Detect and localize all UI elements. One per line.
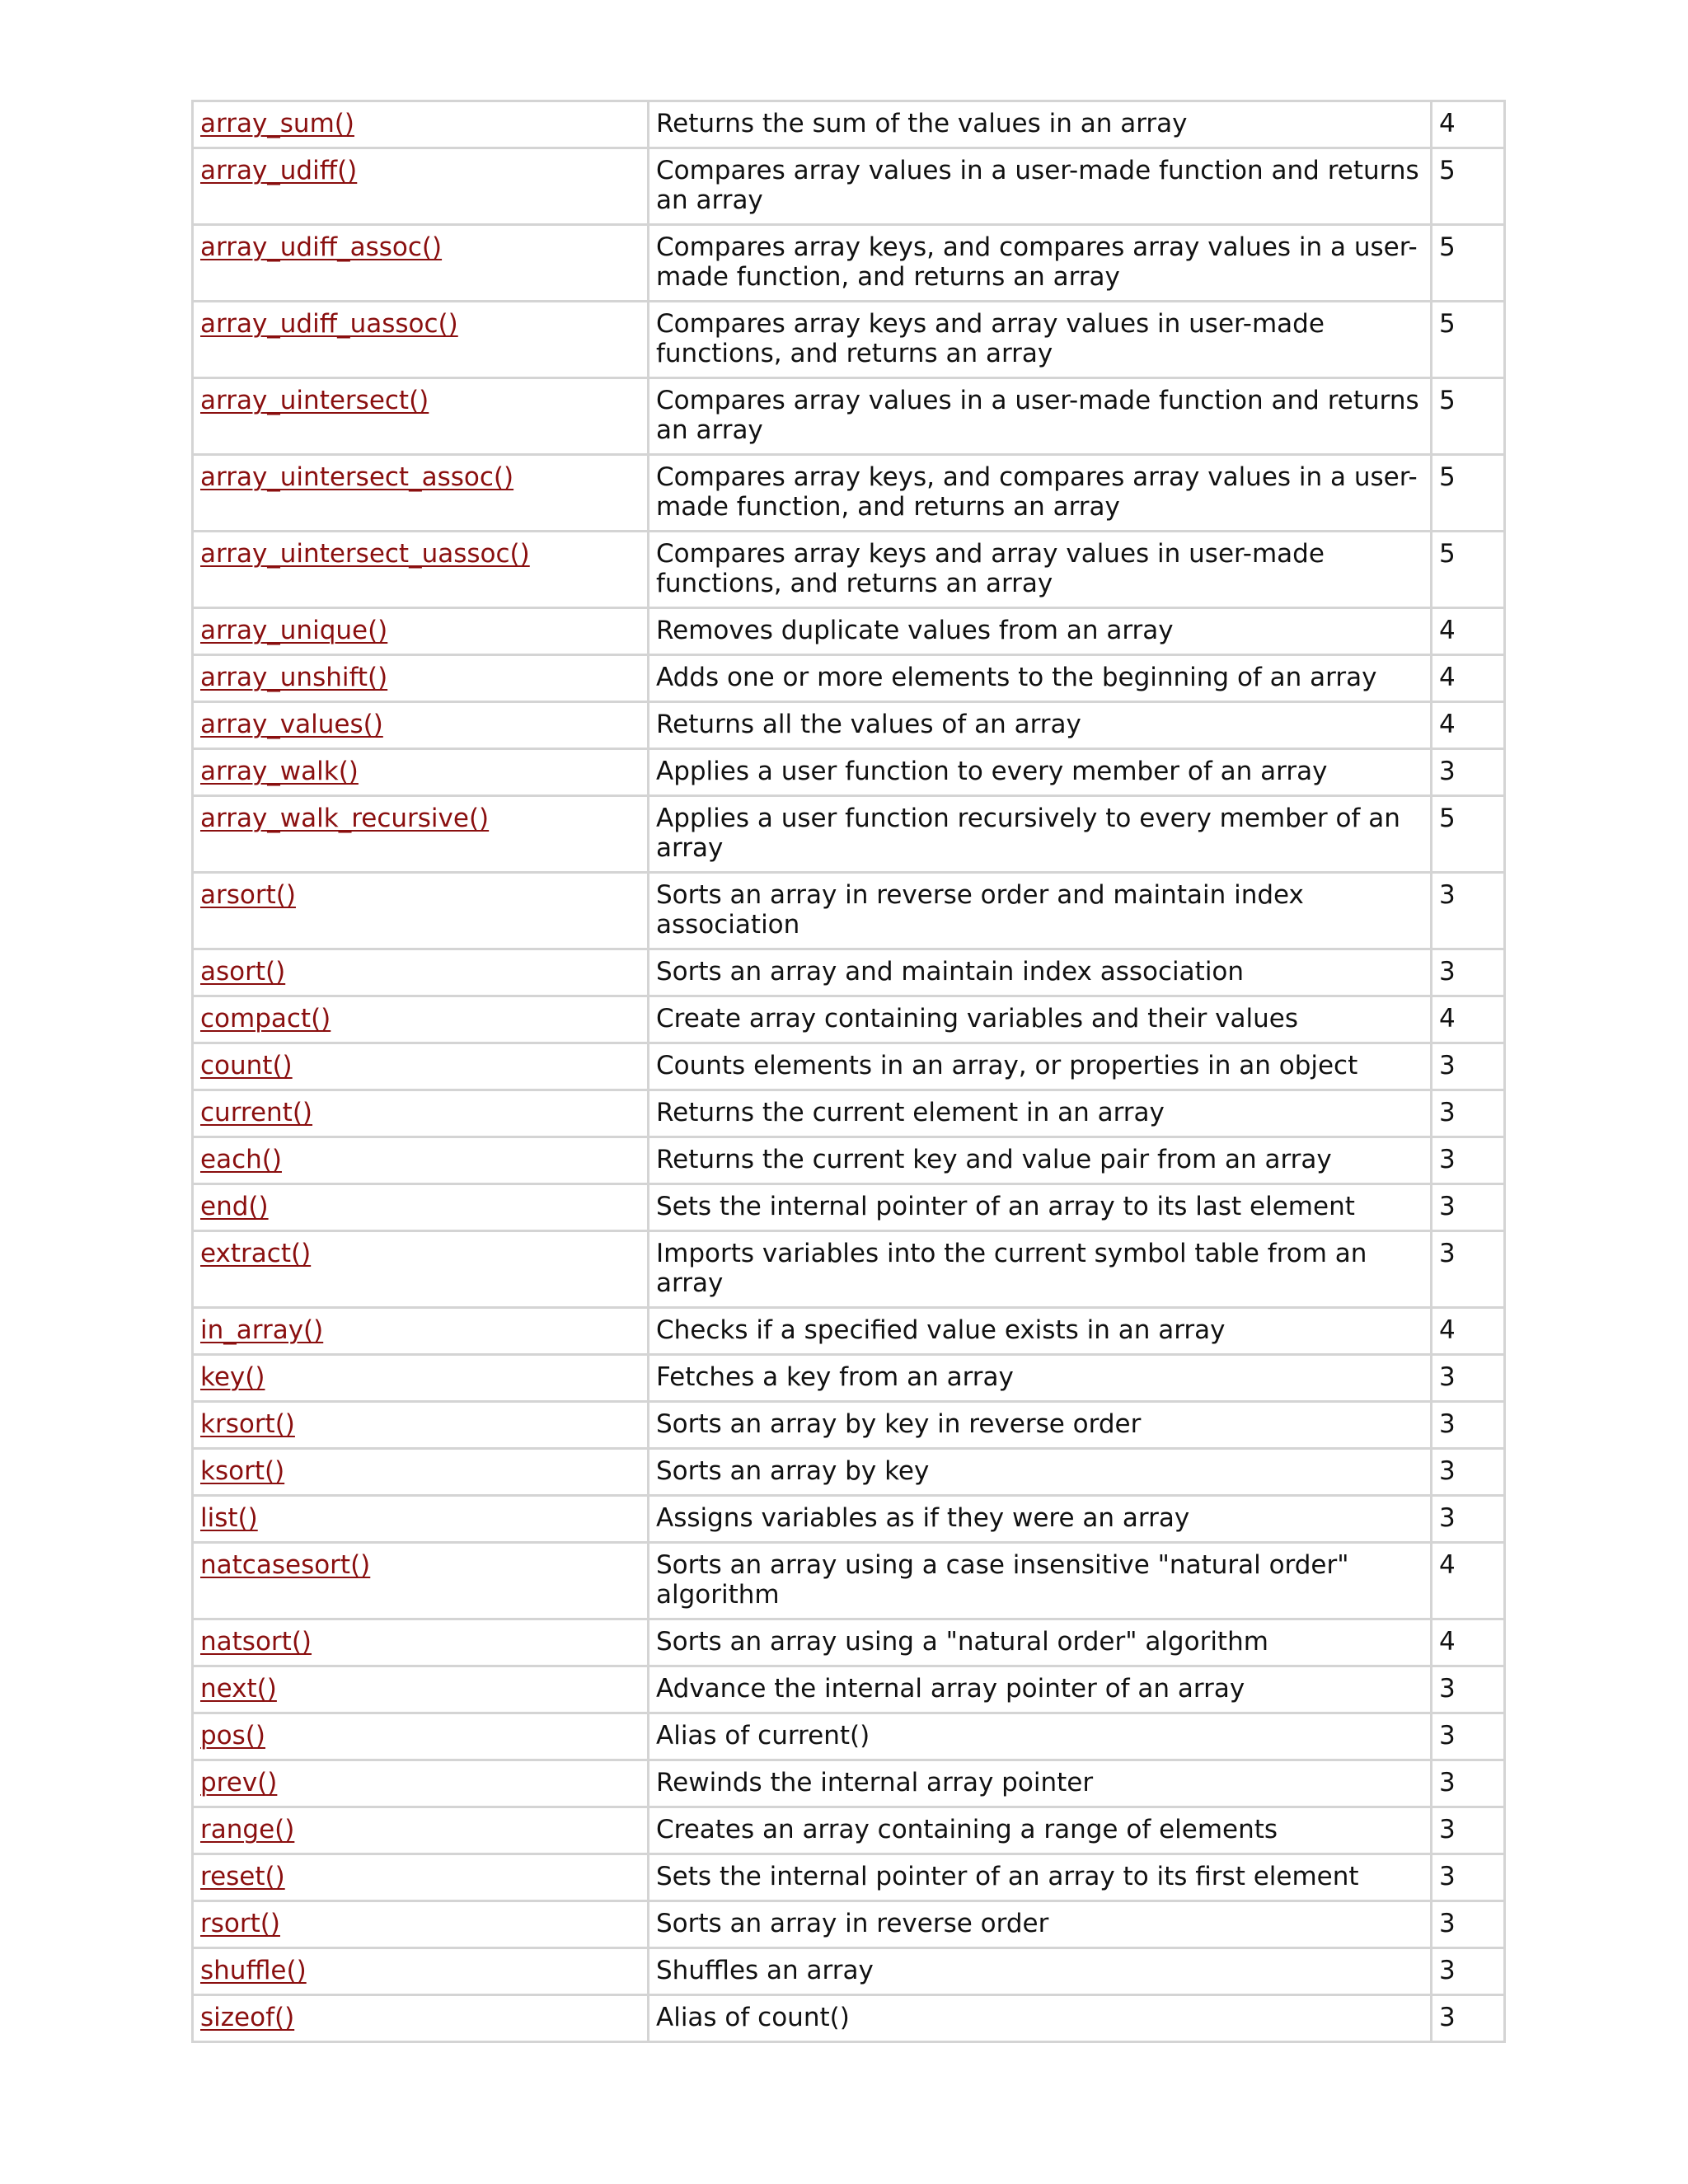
function-name-cell xyxy=(194,997,649,1044)
function-name-cell xyxy=(194,1450,649,1497)
table-row xyxy=(194,1808,1506,1855)
table-row xyxy=(194,1544,1506,1620)
function-description: Applies a user function recursively to every member of an array xyxy=(649,797,1432,874)
php-version: 5 xyxy=(1432,226,1506,302)
function-description: Checks if a specified value exists in an array xyxy=(649,1309,1432,1356)
function-link[interactable]: array_uintersect() xyxy=(200,386,429,415)
table-row xyxy=(194,302,1506,379)
php-version: 4 xyxy=(1432,997,1506,1044)
document-page xyxy=(191,100,1503,2043)
php-version: 3 xyxy=(1432,1949,1506,1996)
function-link[interactable]: extract() xyxy=(200,1239,312,1268)
function-name-cell xyxy=(194,1044,649,1091)
php-version: 3 xyxy=(1432,1497,1506,1544)
function-link[interactable]: array_walk_recursive() xyxy=(200,804,490,833)
function-name-cell xyxy=(194,1855,649,1902)
php-version: 4 xyxy=(1432,656,1506,703)
function-name-cell xyxy=(194,1761,649,1808)
table-row xyxy=(194,1091,1506,1138)
php-version: 5 xyxy=(1432,149,1506,226)
function-link[interactable]: end() xyxy=(200,1192,269,1221)
function-description: Compares array keys and array values in user-made functions, and returns an array xyxy=(649,302,1432,379)
function-description: Creates an array containing a range of elements xyxy=(649,1808,1432,1855)
function-link[interactable]: pos() xyxy=(200,1721,265,1750)
function-name-cell xyxy=(194,226,649,302)
function-description: Adds one or more elements to the beginning of an array xyxy=(649,656,1432,703)
function-description: Alias of count() xyxy=(649,1996,1432,2043)
table-row xyxy=(194,1450,1506,1497)
function-description: Compares array values in a user-made function and returns an array xyxy=(649,379,1432,456)
function-name-cell xyxy=(194,1996,649,2043)
function-description: Sorts an array and maintain index association xyxy=(649,950,1432,997)
php-version: 4 xyxy=(1432,609,1506,656)
php-version: 4 xyxy=(1432,102,1506,149)
function-link[interactable]: key() xyxy=(200,1362,265,1392)
php-version: 3 xyxy=(1432,750,1506,797)
function-link[interactable]: next() xyxy=(200,1674,277,1704)
php-version: 5 xyxy=(1432,797,1506,874)
table-row xyxy=(194,456,1506,532)
function-name-cell xyxy=(194,1544,649,1620)
php-version: 5 xyxy=(1432,379,1506,456)
function-description: Compares array keys and array values in user-made functions, and returns an array xyxy=(649,532,1432,609)
function-link[interactable]: array_uintersect_assoc() xyxy=(200,462,514,492)
function-description: Applies a user function to every member of an array xyxy=(649,750,1432,797)
function-name-cell xyxy=(194,656,649,703)
function-name-cell xyxy=(194,1091,649,1138)
function-description: Counts elements in an array, or properties in an object xyxy=(649,1044,1432,1091)
php-version: 3 xyxy=(1432,874,1506,950)
function-description: Imports variables into the current symbol table from an array xyxy=(649,1232,1432,1309)
function-description: Sorts an array by key in reverse order xyxy=(649,1403,1432,1450)
php-array-functions-table xyxy=(191,100,1506,2043)
table-row xyxy=(194,609,1506,656)
function-link[interactable]: array_unique() xyxy=(200,616,388,645)
table-row xyxy=(194,1620,1506,1667)
function-link[interactable]: array_udiff_assoc() xyxy=(200,232,443,262)
php-version: 3 xyxy=(1432,1232,1506,1309)
function-link[interactable]: each() xyxy=(200,1145,282,1174)
function-name-cell xyxy=(194,797,649,874)
function-link[interactable]: array_udiff() xyxy=(200,156,358,185)
function-description: Alias of current() xyxy=(649,1714,1432,1761)
function-link[interactable]: ksort() xyxy=(200,1456,285,1486)
table-body xyxy=(194,102,1506,2043)
table-row xyxy=(194,1497,1506,1544)
table-row xyxy=(194,379,1506,456)
function-name-cell xyxy=(194,1403,649,1450)
function-name-cell xyxy=(194,1138,649,1185)
php-version: 5 xyxy=(1432,456,1506,532)
table-row xyxy=(194,703,1506,750)
table-row xyxy=(194,874,1506,950)
function-name-cell xyxy=(194,1808,649,1855)
function-description: Sorts an array in reverse order and maintain index association xyxy=(649,874,1432,950)
table-row xyxy=(194,226,1506,302)
function-name-cell xyxy=(194,950,649,997)
function-description: Compares array keys, and compares array values in a user-made function, and returns an array xyxy=(649,456,1432,532)
function-description: Returns the sum of the values in an array xyxy=(649,102,1432,149)
php-version: 3 xyxy=(1432,1855,1506,1902)
php-version: 4 xyxy=(1432,703,1506,750)
table-row xyxy=(194,1761,1506,1808)
function-link[interactable]: range() xyxy=(200,1815,295,1844)
function-name-cell xyxy=(194,609,649,656)
php-version: 3 xyxy=(1432,1761,1506,1808)
table-row xyxy=(194,797,1506,874)
function-link[interactable]: shuffle() xyxy=(200,1956,307,1985)
php-version: 4 xyxy=(1432,1620,1506,1667)
table-row xyxy=(194,1356,1506,1403)
function-link[interactable]: compact() xyxy=(200,1004,331,1033)
function-link[interactable]: asort() xyxy=(200,957,286,987)
function-link[interactable]: array_sum() xyxy=(200,109,354,138)
table-row xyxy=(194,997,1506,1044)
function-link[interactable]: natsort() xyxy=(200,1627,312,1657)
table-row xyxy=(194,750,1506,797)
php-version: 3 xyxy=(1432,1450,1506,1497)
function-name-cell xyxy=(194,149,649,226)
function-name-cell xyxy=(194,703,649,750)
function-link[interactable]: natcasesort() xyxy=(200,1550,371,1580)
function-description: Sorts an array by key xyxy=(649,1450,1432,1497)
table-row xyxy=(194,1714,1506,1761)
table-row xyxy=(194,1996,1506,2043)
function-description: Shuffles an array xyxy=(649,1949,1432,1996)
table-row xyxy=(194,532,1506,609)
function-link[interactable]: sizeof() xyxy=(200,2003,295,2032)
table-row xyxy=(194,1044,1506,1091)
php-version: 3 xyxy=(1432,1808,1506,1855)
table-row xyxy=(194,1185,1506,1232)
table-row xyxy=(194,1403,1506,1450)
function-name-cell xyxy=(194,1620,649,1667)
function-link[interactable]: prev() xyxy=(200,1768,278,1797)
function-link[interactable]: count() xyxy=(200,1051,293,1080)
function-description: Returns all the values of an array xyxy=(649,703,1432,750)
table-row xyxy=(194,1232,1506,1309)
function-description: Compares array keys, and compares array values in a user-made function, and returns an array xyxy=(649,226,1432,302)
function-description: Compares array values in a user-made function and returns an array xyxy=(649,149,1432,226)
table-row xyxy=(194,1902,1506,1949)
function-name-cell xyxy=(194,1667,649,1714)
php-version: 3 xyxy=(1432,1091,1506,1138)
function-description: Sets the internal pointer of an array to its last element xyxy=(649,1185,1432,1232)
function-link[interactable]: list() xyxy=(200,1503,258,1533)
function-name-cell xyxy=(194,1949,649,1996)
php-version: 3 xyxy=(1432,1356,1506,1403)
function-description: Assigns variables as if they were an array xyxy=(649,1497,1432,1544)
function-link[interactable]: array_walk() xyxy=(200,757,359,786)
table-row xyxy=(194,1138,1506,1185)
function-description: Create array containing variables and their values xyxy=(649,997,1432,1044)
function-name-cell xyxy=(194,1232,649,1309)
function-link[interactable]: array_uintersect_uassoc() xyxy=(200,539,530,569)
table-row xyxy=(194,1667,1506,1714)
table-row xyxy=(194,1855,1506,1902)
function-description: Returns the current key and value pair from an array xyxy=(649,1138,1432,1185)
function-description: Advance the internal array pointer of an array xyxy=(649,1667,1432,1714)
php-version: 3 xyxy=(1432,1667,1506,1714)
php-version: 3 xyxy=(1432,1996,1506,2043)
function-name-cell xyxy=(194,302,649,379)
table-row xyxy=(194,1309,1506,1356)
function-description: Sorts an array using a case insensitive "natural order" algorithm xyxy=(649,1544,1432,1620)
table-row xyxy=(194,1949,1506,1996)
function-link[interactable]: array_values() xyxy=(200,710,383,739)
function-name-cell xyxy=(194,1497,649,1544)
function-link[interactable]: reset() xyxy=(200,1862,285,1891)
php-version: 3 xyxy=(1432,1902,1506,1949)
function-link[interactable]: array_unshift() xyxy=(200,663,388,692)
function-link[interactable]: krsort() xyxy=(200,1409,295,1439)
php-version: 3 xyxy=(1432,1714,1506,1761)
function-name-cell xyxy=(194,102,649,149)
function-link[interactable]: array_udiff_uassoc() xyxy=(200,309,458,339)
function-name-cell xyxy=(194,750,649,797)
function-description: Fetches a key from an array xyxy=(649,1356,1432,1403)
function-name-cell xyxy=(194,874,649,950)
function-name-cell xyxy=(194,456,649,532)
function-description: Rewinds the internal array pointer xyxy=(649,1761,1432,1808)
php-version: 3 xyxy=(1432,950,1506,997)
function-name-cell xyxy=(194,379,649,456)
function-link[interactable]: arsort() xyxy=(200,880,296,910)
php-version: 3 xyxy=(1432,1403,1506,1450)
function-description: Sorts an array in reverse order xyxy=(649,1902,1432,1949)
function-description: Removes duplicate values from an array xyxy=(649,609,1432,656)
function-name-cell xyxy=(194,1714,649,1761)
php-version: 4 xyxy=(1432,1544,1506,1620)
php-version: 5 xyxy=(1432,302,1506,379)
table-row xyxy=(194,149,1506,226)
table-row xyxy=(194,656,1506,703)
function-name-cell xyxy=(194,1902,649,1949)
function-link[interactable]: rsort() xyxy=(200,1909,280,1938)
php-version: 3 xyxy=(1432,1185,1506,1232)
function-link[interactable]: in_array() xyxy=(200,1315,324,1345)
function-link[interactable]: current() xyxy=(200,1098,313,1127)
function-name-cell xyxy=(194,1185,649,1232)
function-name-cell xyxy=(194,532,649,609)
table-row xyxy=(194,950,1506,997)
php-version: 5 xyxy=(1432,532,1506,609)
php-version: 3 xyxy=(1432,1044,1506,1091)
php-version: 4 xyxy=(1432,1309,1506,1356)
php-version: 3 xyxy=(1432,1138,1506,1185)
function-name-cell xyxy=(194,1356,649,1403)
table-row xyxy=(194,102,1506,149)
function-description: Returns the current element in an array xyxy=(649,1091,1432,1138)
function-description: Sorts an array using a "natural order" algorithm xyxy=(649,1620,1432,1667)
function-name-cell xyxy=(194,1309,649,1356)
function-description: Sets the internal pointer of an array to its first element xyxy=(649,1855,1432,1902)
